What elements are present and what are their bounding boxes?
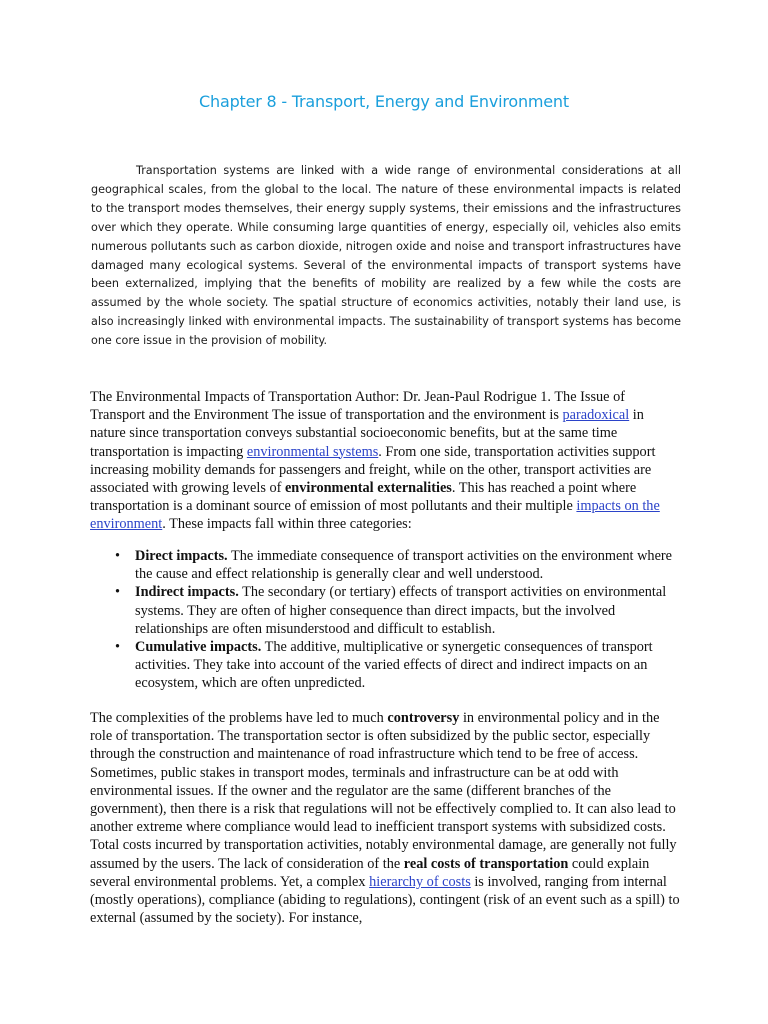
bullet-term: Direct impacts. <box>135 548 228 564</box>
p1-text-4: . This has reached a point where transportation is a dominant source of emission of most pollutants and their multiple <box>90 480 637 515</box>
p1-text-2: in nature since transportation conveys substantial socioeconomic benefits, but at the same time transportation is impacting <box>90 407 644 460</box>
bullet-text: The secondary (or tertiary) effects of transport activities on environmental systems. They are often of higher consequence than direct impacts, but the involved relationships are often misunderstood and difficult to establish. <box>135 584 667 637</box>
bullet-text: The immediate consequence of transport activities on the environment where the cause and effect relationship is generally clear and well understood. <box>135 548 673 583</box>
real-costs-term: real costs of transportation <box>403 855 569 872</box>
bullet-text: The additive, multiplicative or synergetic consequences of transport activities. They take into account of the varied effects of direct and indirect impacts on an ecosystem, which are often unpredicted. <box>135 639 653 692</box>
controversy-term: controversy <box>387 710 460 726</box>
p1-text-1: The Environmental Impacts of Transportation Author: Dr. Jean-Paul Rodrigue 1. The Issue of Transport and the Environment The issue of transportation and the environment is <box>90 389 625 424</box>
hierarchy-of-costs-link[interactable]: hierarchy of costs <box>369 873 471 890</box>
list-item <box>90 547 690 583</box>
paradoxical-link[interactable]: paradoxical <box>562 407 630 424</box>
intro-paragraph <box>91 162 681 351</box>
bullet-icon: • <box>115 584 121 601</box>
intro-text: Transportation systems are linked with a wide range of environmental considerations at all geographical scales, from the global to the local. The nature of these environmental impacts is related to the transport modes themselves, their energy supply systems, their emissions and the infrastructures over which they operate. While consuming large quantities of energy, especially oil, vehicles also emits numerous pollutants such as carbon dioxide, nitrogen oxide and noise and transport infrastructures have damaged many ecological systems. Several of the environmental impacts of transport systems have been externalized, implying that the benefits of mobility are realized by a few while the costs are assumed by the whole society. The spatial structure of economics activities, notably their land use, is also increasingly linked with environmental impacts. The sustainability of transport systems has become one core issue in the provision of mobility. <box>91 164 681 348</box>
bullet-icon: • <box>115 548 121 564</box>
controversy-paragraph <box>90 709 680 927</box>
p1-text-3: . From one side, transportation activities support increasing mobility demands for passengers and freight, while on the other, transport activities are associated with growing levels of <box>90 443 656 497</box>
p1-text-5: . These impacts fall within three categories: <box>162 516 412 533</box>
impact-categories-list <box>90 547 690 693</box>
impacts-paragraph <box>90 388 680 534</box>
list-item <box>90 583 690 638</box>
environmental-externalities-term: environmental externalities <box>284 480 452 497</box>
chapter-title: Chapter 8 - Transport, Energy and Environment <box>199 92 569 111</box>
p2-text-1: The complexities of the problems have led to much <box>90 710 388 726</box>
p2-text-2: in environmental policy and in the role of transportation. The transportation sector is often subsidized by the public sector, especially through the construction and maintenance of road infrastructure which tend to be free of access. Sometimes, public stakes in transport modes, terminals and infrastructure can be at odd with environmental issues. If the owner and the regulator are the same (different branches of the government), then there is a risk that regulations will not be effectively complied to. It can also lead to another extreme where compliance would lead to inefficient transport systems with subsidized costs. Total costs incurred by transportation activities, notably environmental damage, are generally not fully assumed by the users. The lack of consideration of the <box>90 710 677 872</box>
p2-text-3: could explain several environmental problems. Yet, a complex <box>90 855 650 890</box>
bullet-icon: • <box>115 639 121 656</box>
environmental-systems-link[interactable]: environmental systems <box>246 443 379 460</box>
impacts-on-environment-link[interactable]: impacts on the environment <box>90 498 660 533</box>
list-item <box>90 638 690 693</box>
p2-text-4: is involved, ranging from internal (mostly operations), compliance (abiding to regulations), contingent (risk of an event such as a spill) to external (assumed by the society). For instance, <box>90 873 680 927</box>
bullet-term: Cumulative impacts. <box>135 639 262 656</box>
bullet-term: Indirect impacts. <box>135 584 239 601</box>
